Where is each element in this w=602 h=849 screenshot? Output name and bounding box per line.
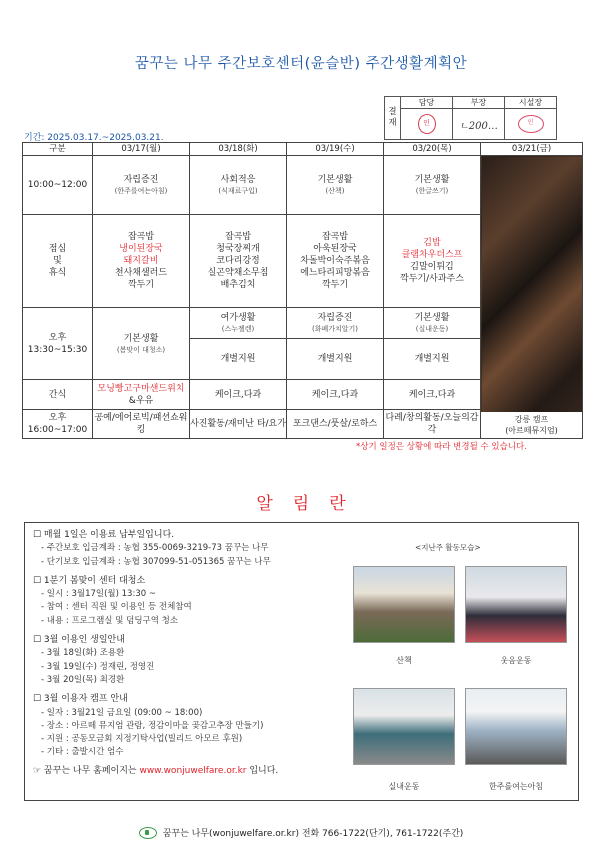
period-text: 기간: 2025.03.17.~2025.03.21. — [24, 133, 164, 143]
morning-row — [23, 156, 583, 215]
page-title: 꿈꾸는 나무 주간보호센터(윤슬반) 주간생활계획안 — [134, 56, 468, 72]
schedule-cell: 기본생활 (한글쓰기) — [384, 156, 481, 215]
notice-line: - 참여 : 센터 직원 및 이용인 등 전체참여 — [41, 602, 192, 613]
notice-box — [24, 522, 579, 801]
schedule-cell: 개별지원 — [287, 339, 384, 380]
schedule-cell: 포크댄스/풋살/로하스 — [287, 410, 384, 439]
schedule-cell: 기본생활 (봄맞이 대청소) — [93, 308, 190, 380]
approval-role: 부장 — [453, 97, 505, 109]
row-label: 오후 16:00~17:00 — [23, 410, 93, 439]
schedule-cell: 여가생활 (스누젤렌) — [190, 308, 287, 339]
friday-camp-photo — [481, 156, 583, 439]
schedule-header-row — [23, 143, 583, 156]
approval-stamp: 인 — [418, 114, 436, 134]
activity-photo — [465, 688, 567, 765]
notice-heading: ☐ 1분기 봄맞이 센터 대청소 — [33, 575, 146, 586]
snack-cell: 케이크,다과 — [384, 380, 481, 410]
notice-line: - 주간보호 입금계좌 : 농협 355-0069-3219-73 꿈꾸는 나무 — [41, 543, 269, 554]
schedule-cell: 기본생활 (실내운동) — [384, 308, 481, 339]
notice-line: - 3월 19일(수) 정재린, 정영진 — [41, 661, 155, 672]
schedule-cell: 자립증진 (화폐가치알기) — [287, 308, 384, 339]
schedule-cell: 개별지원 — [190, 339, 287, 380]
col-header: 03/20(목) — [384, 143, 481, 156]
notice-title: 알림란 — [256, 494, 366, 514]
footer — [0, 826, 602, 840]
schedule-cell: 사회적응 (식재료구입) — [190, 156, 287, 215]
snack-cell: 케이크,다과 — [190, 380, 287, 410]
notice-line: - 3월 18일(화) 조용환 — [41, 648, 125, 659]
friday-title: 강릉 캠프 — [514, 415, 549, 424]
schedule-cell: 개별지원 — [384, 339, 481, 380]
gallery-heading: <지난주 활동모습> — [415, 543, 481, 552]
approval-stamp: 인 — [518, 115, 544, 133]
menu-cell: 잡곡밥 냉이된장국 돼지갈비 천사채샐러드 깍두기 — [93, 215, 190, 308]
row-label: 10:00~12:00 — [23, 156, 93, 215]
notice-line: - 지원 : 공동모금회 지정기탁사업(빌리드 아모르 후원) — [41, 734, 243, 745]
notice-line: - 일자 : 3월21일 금요일 (09:00 ~ 18:00) — [41, 707, 203, 718]
row-label: 간식 — [23, 380, 93, 410]
activity-photo — [465, 566, 567, 643]
row-label: 오후 13:30~15:30 — [23, 308, 93, 380]
notice-heading: ☐ 3월 이용인 생일안내 — [33, 635, 125, 646]
schedule-cell: 자립증진 (한주를여는아침) — [93, 156, 190, 215]
col-header: 03/19(수) — [287, 143, 384, 156]
col-header: 03/17(월) — [93, 143, 190, 156]
notice-line: - 장소 : 아르떼 뮤지엄 관람, 정감이마을 곶감고추장 만들기) — [41, 720, 264, 731]
approval-signature: ㄴ200… — [459, 120, 498, 132]
approval-box — [384, 96, 557, 140]
snack-cell: 모닝빵고구마샌드위치 &우유 — [93, 380, 190, 410]
center-logo-icon — [139, 827, 157, 839]
schedule-cell: 공예/에어로빅/패션쇼워킹 — [93, 410, 190, 439]
schedule-table — [22, 142, 583, 439]
notice-line: - 일시 : 3월17일(월) 13:30 ~ — [41, 589, 156, 600]
photo-caption: 웃음운동 — [500, 656, 532, 665]
menu-cell: 잡곡밥 아욱된장국 차돌박이숙주볶음 에느타리피망볶음 깍두기 — [287, 215, 384, 308]
homepage-link[interactable]: www.wonjuwelfare.or.kr — [139, 765, 247, 776]
photo-caption: 실내운동 — [388, 782, 420, 791]
schedule-note: *상기 일정은 상황에 따라 변경될 수 있습니다. — [356, 442, 527, 452]
notice-line: - 단기보호 입금계좌 : 농협 307099-51-051365 꿈꾸는 나무 — [41, 556, 271, 567]
photo-caption: 산책 — [396, 656, 412, 665]
notice-list — [33, 529, 353, 778]
approval-role: 담당 — [401, 97, 453, 109]
footer-text: 꿈꾸는 나무(wonjuwelfare.or.kr) 전화 766-1722(단기), 761-1722(주간) — [162, 829, 464, 839]
activity-photo — [353, 688, 455, 765]
photo-caption: 한주를여는아침 — [488, 782, 544, 791]
notice-line: - 내용 : 프로그램실 및 덤딩구역 청소 — [41, 615, 179, 626]
col-header: 03/18(화) — [190, 143, 287, 156]
schedule-cell: 사진활동/재미난 타/요가 — [190, 410, 287, 439]
homepage-line: ☞ 꿈꾸는 나무 홈페이지는 www.wonjuwelfare.or.kr 입니다. — [33, 765, 279, 776]
friday-sub: (아르떼뮤지엄) — [505, 426, 558, 435]
col-header: 구분 — [23, 143, 93, 156]
activity-photo — [353, 566, 455, 643]
notice-heading: ☐ 3월 이용자 캠프 안내 — [33, 694, 128, 705]
row-label: 점심 및 휴식 — [23, 215, 93, 308]
menu-cell: 김밥 클램차우더스프 김말이튀김 깍두기/사과주스 — [384, 215, 481, 308]
approval-label: 결 재 — [385, 97, 401, 140]
col-header: 03/21(금) — [481, 143, 583, 156]
notice-heading: ☐ 매월 1일은 이용료 납부일입니다. — [33, 530, 175, 540]
snack-cell: 케이크,다과 — [287, 380, 384, 410]
notice-line: - 3월 20일(목) 최경환 — [41, 674, 125, 685]
schedule-cell: 다례/창의활동/오늘의감각 — [384, 410, 481, 439]
approval-role: 시설장 — [505, 97, 557, 109]
schedule-cell: 기본생활 (산책) — [287, 156, 384, 215]
notice-line: - 기타 : 출발시간 엄수 — [41, 747, 124, 758]
menu-cell: 잡곡밥 청국장찌개 코다리강정 실곤약채소무침 배추김치 — [190, 215, 287, 308]
